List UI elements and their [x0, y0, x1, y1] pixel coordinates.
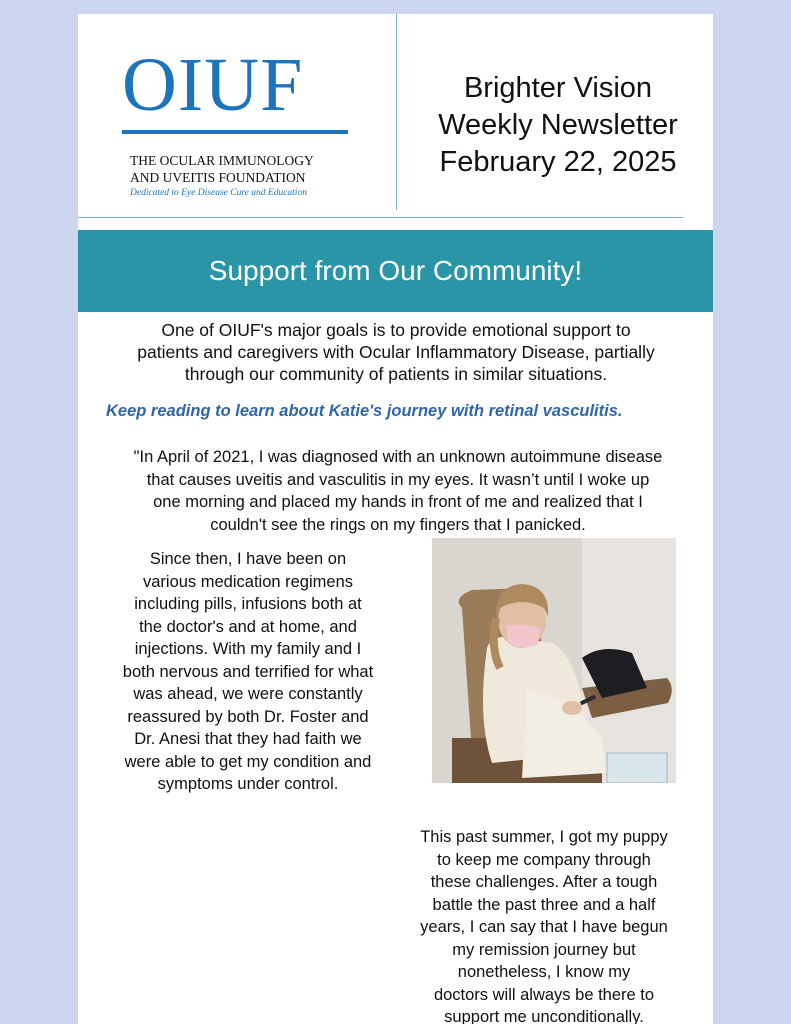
logo-org-name	[130, 152, 352, 186]
story-line: nonetheless, I know my	[457, 963, 631, 981]
story-paragraph-3	[394, 826, 694, 1024]
section-banner	[78, 230, 713, 312]
newsletter-title	[408, 70, 708, 181]
intro-line: patients and caregivers with Ocular Inflammatory Disease, partially	[137, 342, 655, 362]
story-paragraph-2	[98, 548, 398, 796]
story-line: doctors will always be there to	[433, 985, 655, 1004]
section-title: Support from Our Community!	[208, 255, 583, 286]
intro-paragraph	[96, 319, 696, 385]
story-line: both nervous and terrified for what	[122, 662, 374, 681]
intro-line: through our community of patients in similar situations.	[184, 364, 608, 384]
newsletter-page	[78, 14, 713, 1024]
story-line: these challenges. After a tough	[430, 873, 658, 891]
story-line: symptoms under control.	[157, 775, 339, 793]
story-line: couldn't see the rings on my fingers that I panicked.	[210, 515, 586, 534]
story-line: the doctor's and at home, and	[139, 617, 357, 636]
story-line: that causes uveitis and vasculitis in my eyes. It wasn’t until I woke up	[146, 470, 650, 489]
newsletter-date: February 22, 2025	[439, 146, 677, 178]
story-line: support me unconditionally.	[444, 1008, 644, 1024]
intro-line: One of OIUF's major goals is to provide emotional support to	[161, 320, 631, 340]
logo-abbr: OIUF	[122, 43, 304, 127]
story-line: was ahead, we were constantly	[133, 685, 363, 703]
oiuf-logo	[122, 43, 352, 198]
story-line: This past summer, I got my puppy	[420, 828, 668, 846]
story-line: years, I can say that I have begun	[420, 918, 668, 936]
story-line: reassured by both Dr. Foster and	[127, 707, 369, 726]
logo-tagline: Dedicated to Eye Disease Cure and Education	[130, 188, 307, 198]
story-line: Dr. Anesi that they had faith we	[134, 730, 362, 748]
story-line: were able to get my condition and	[124, 752, 372, 771]
story-line: various medication regimens	[142, 572, 353, 591]
story-line: my remission journey but	[452, 940, 636, 959]
header-divider	[396, 14, 397, 210]
story-line: "In April of 2021, I was diagnosed with an unknown autoimmune disease	[133, 448, 663, 466]
story-line: injections. With my family and I	[134, 640, 362, 658]
lead-in-text: Keep reading to learn about Katie's journey with retinal vasculitis.	[106, 402, 623, 420]
story-line: Since then, I have been on	[149, 550, 347, 568]
story-line: one morning and placed my hands in front of me and realized that I	[153, 493, 643, 511]
logo-rule	[122, 130, 348, 134]
logo-org-line2: AND UVEITIS FOUNDATION	[130, 170, 306, 185]
patient-photo	[432, 538, 676, 783]
patient-photo-icon	[432, 538, 676, 783]
logo-org-line1: THE OCULAR IMMUNOLOGY	[130, 153, 314, 168]
story-paragraph-1	[98, 446, 698, 536]
header-rule	[78, 217, 683, 218]
title-line2: Weekly Newsletter	[438, 109, 678, 141]
title-line1: Brighter Vision	[463, 72, 653, 104]
story-line: to keep me company through	[437, 850, 651, 869]
story-line: battle the past three and a half	[432, 895, 656, 914]
story-line: including pills, infusions both at	[134, 595, 362, 613]
